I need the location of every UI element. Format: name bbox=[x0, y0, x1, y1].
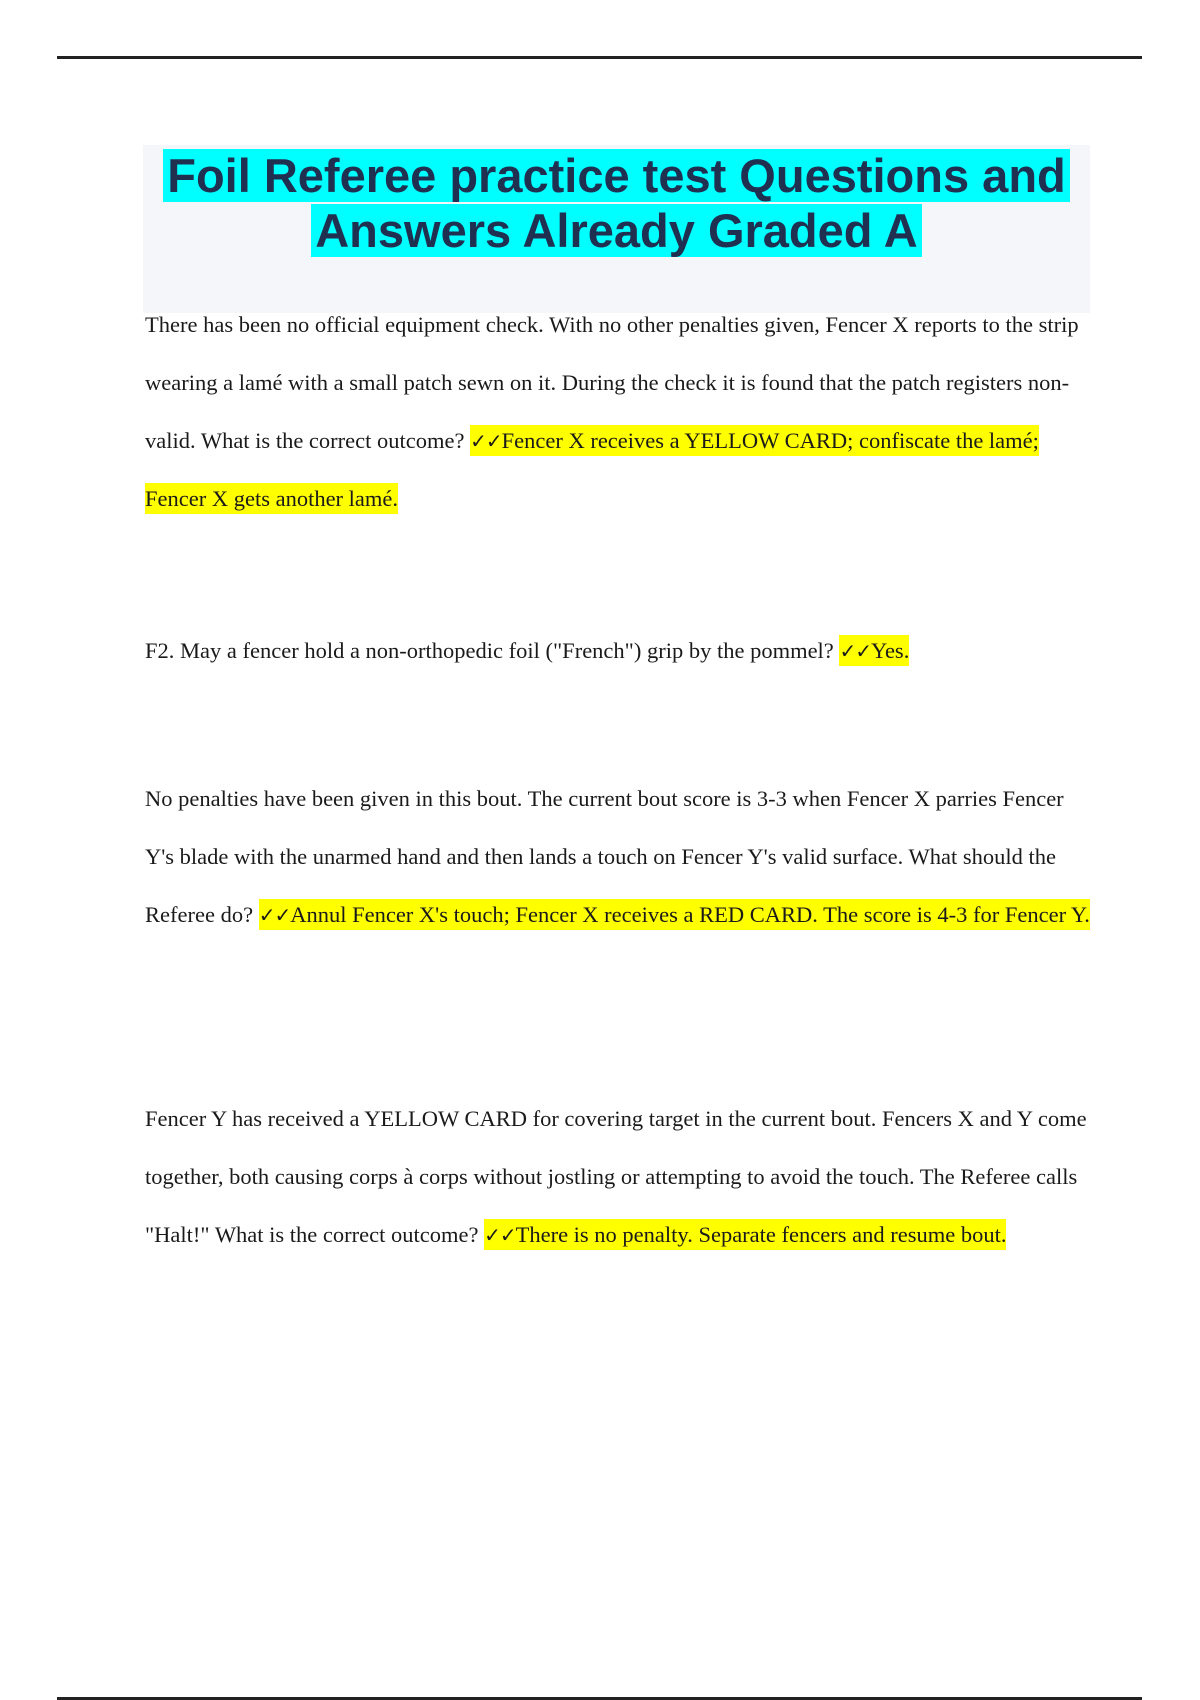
answer-highlight bbox=[484, 1219, 1006, 1250]
title-line-2: Answers Already Graded A bbox=[311, 204, 922, 257]
qa-item bbox=[145, 622, 1090, 680]
answer-text: There is no penalty. Separate fencers and resume bout. bbox=[515, 1222, 1007, 1247]
qa-item bbox=[145, 770, 1090, 944]
qa-item bbox=[145, 1090, 1090, 1264]
double-check-icon: ✓✓ bbox=[470, 429, 502, 453]
answer-highlight bbox=[839, 635, 909, 666]
answer-text: Annul Fencer X's touch; Fencer X receives a RED CARD. The score is 4-3 for Fencer Y. bbox=[290, 902, 1090, 927]
answer-highlight bbox=[259, 899, 1090, 930]
question-text: F2. May a fencer hold a non-orthopedic foil ("French") grip by the pommel? bbox=[145, 638, 834, 663]
double-check-icon: ✓✓ bbox=[839, 639, 871, 663]
qa-item bbox=[145, 296, 1090, 528]
question-text: Fencer Y has received a YELLOW CARD for covering target in the current bout. Fencers X and Y come together, both causing corps à corps without jostling or attempting to avoid the touch. The Referee calls "Halt!" What is the correct outcome? bbox=[145, 1106, 1087, 1247]
question-text: No penalties have been given in this bout. The current bout score is 3-3 when Fencer X parries Fencer Y's blade with the unarmed hand and then lands a touch on Fencer Y's valid surface. What should the Referee do? bbox=[145, 786, 1064, 927]
double-check-icon: ✓✓ bbox=[484, 1223, 516, 1247]
double-check-icon: ✓✓ bbox=[258, 903, 291, 927]
top-rule bbox=[57, 56, 1142, 59]
document-title bbox=[143, 148, 1090, 258]
question-text: There has been no official equipment check. With no other penalties given, Fencer X reports to the strip wearing a lamé with a small patch sewn on it. During the check it is found that the patch registers non-valid. What is the correct outcome? bbox=[145, 312, 1079, 453]
answer-text: Yes. bbox=[870, 638, 910, 663]
answer-text: Fencer X receives a YELLOW CARD; confiscate the lamé; Fencer X gets another lamé. bbox=[145, 428, 1039, 511]
title-line-1: Foil Referee practice test Questions and bbox=[163, 149, 1070, 202]
